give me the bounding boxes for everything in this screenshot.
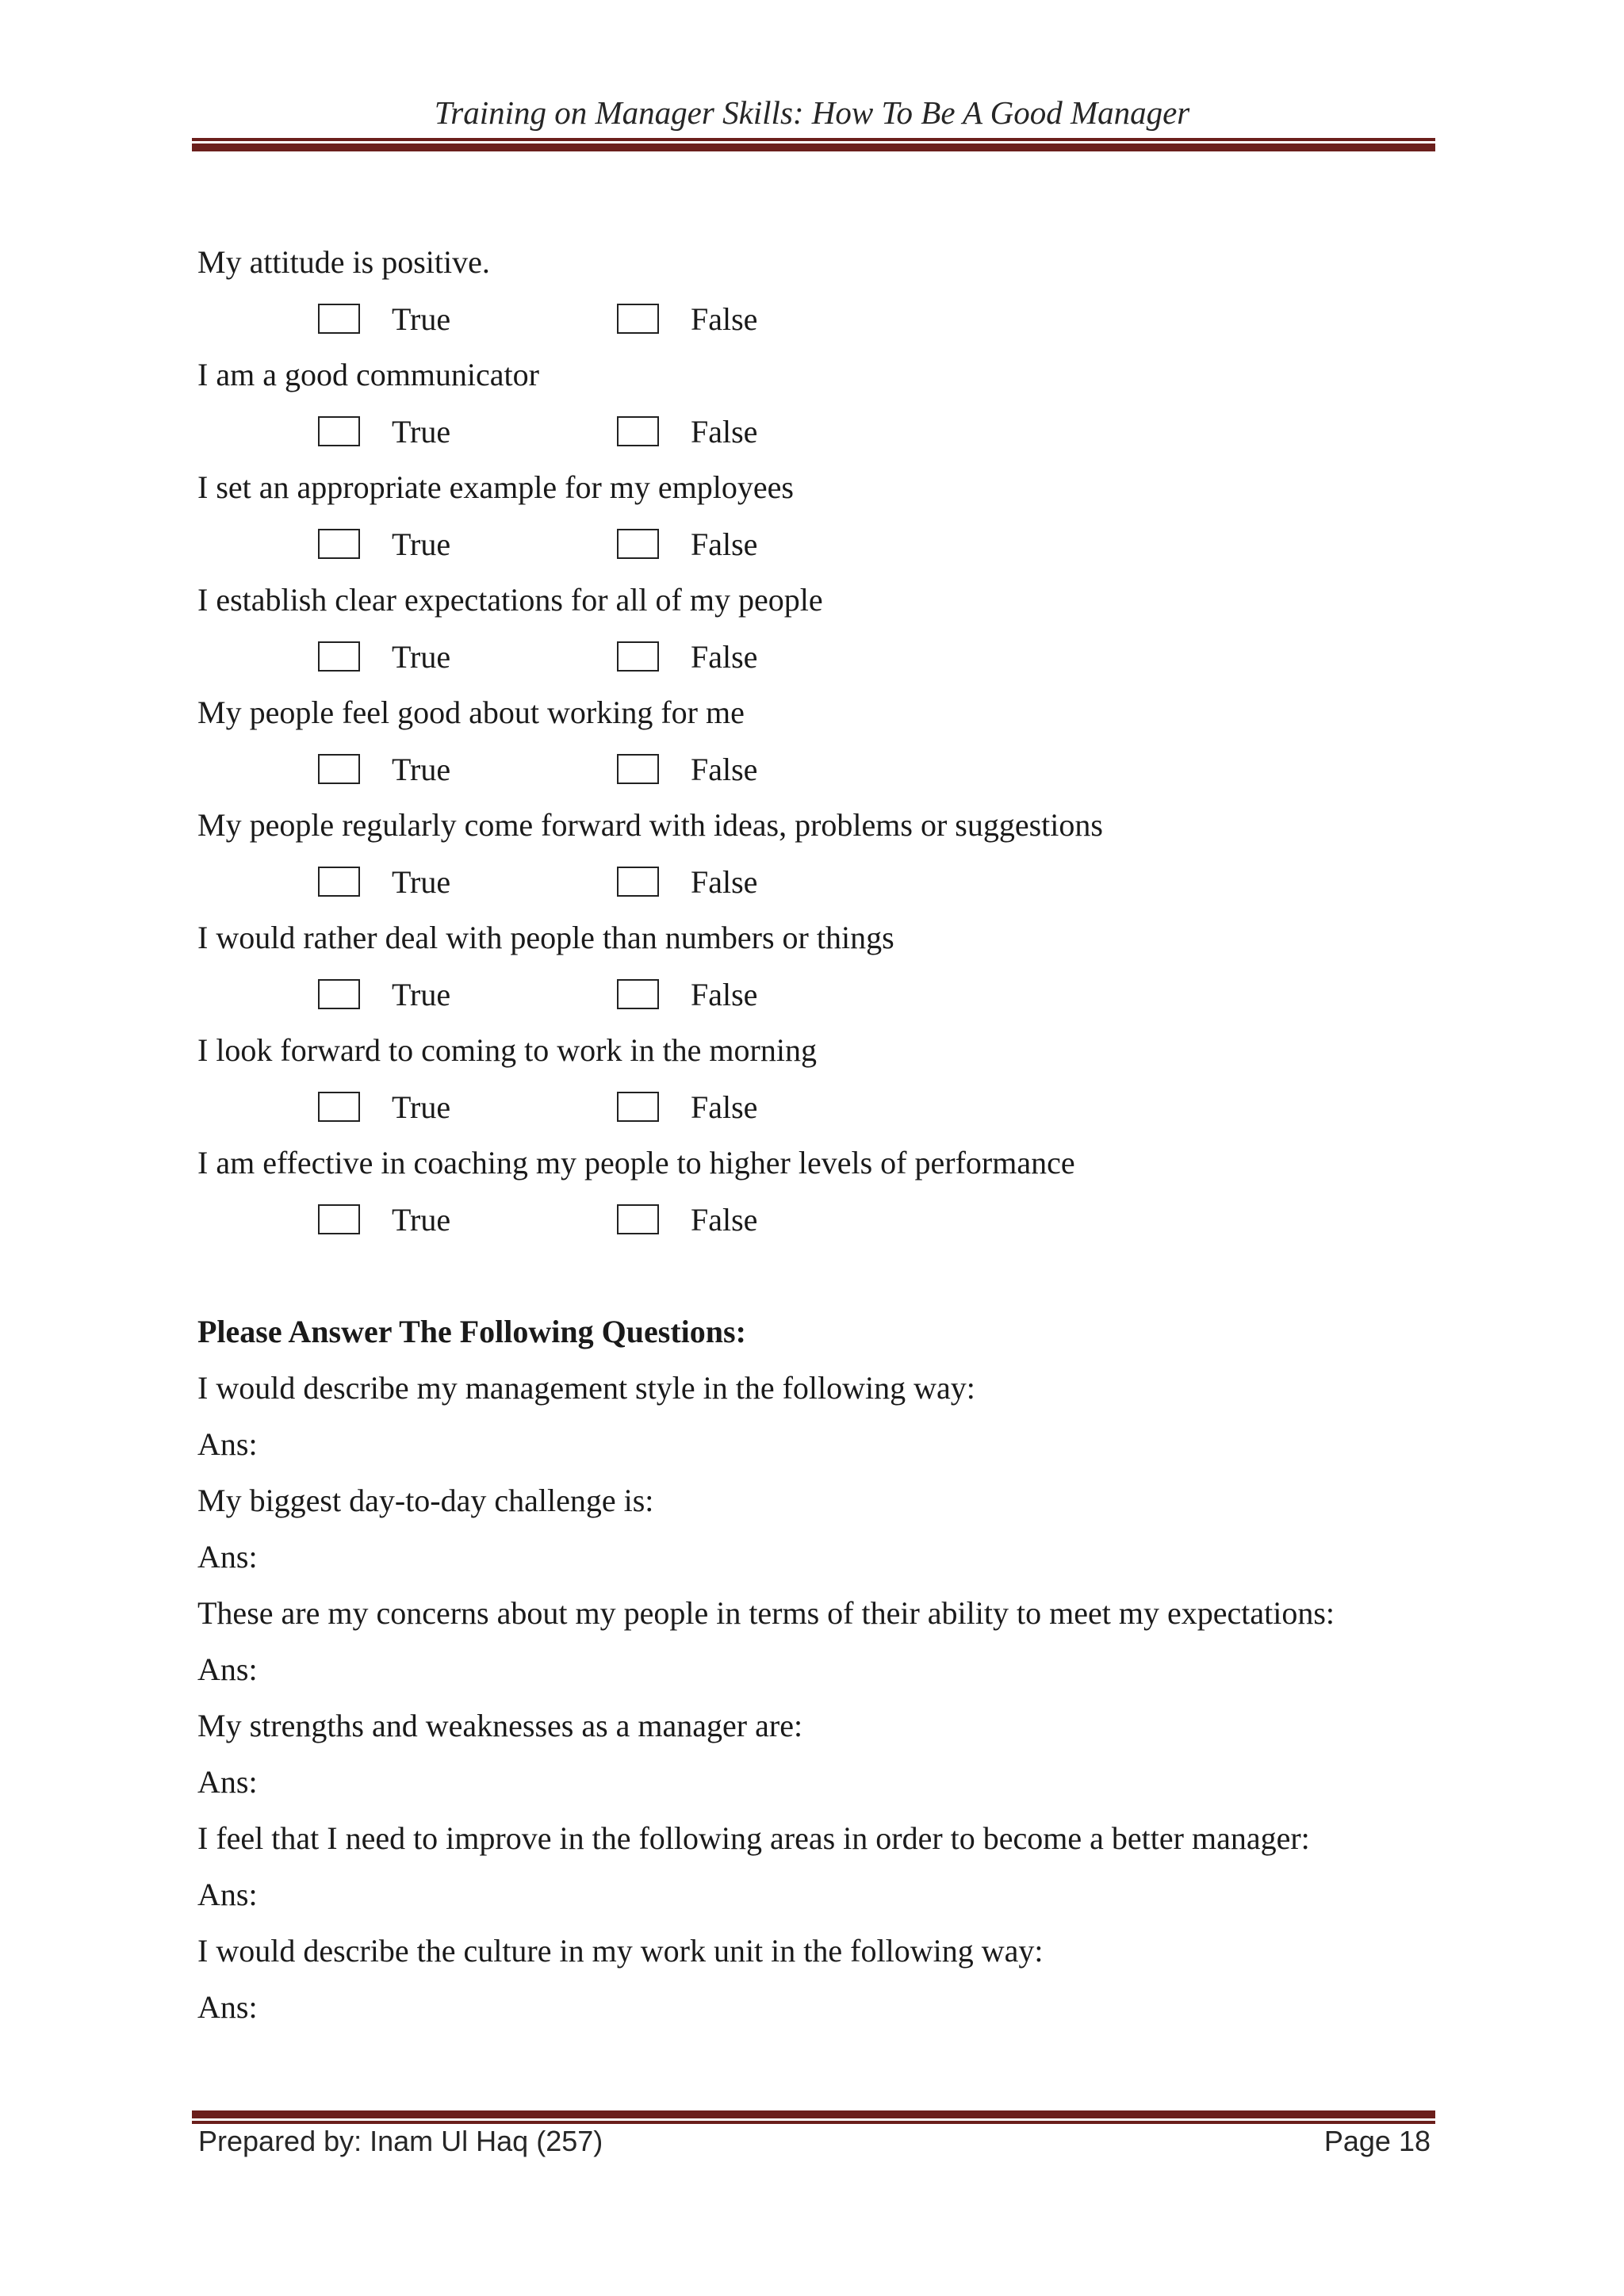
true-false-options bbox=[197, 296, 1434, 352]
true-false-options bbox=[197, 633, 1434, 690]
question-text: My strengths and weaknesses as a manager are: bbox=[197, 1708, 803, 1743]
true-label: True bbox=[392, 1201, 451, 1238]
true-option bbox=[318, 1089, 450, 1125]
header-rule-thick bbox=[192, 144, 1435, 151]
false-label: False bbox=[691, 413, 758, 450]
false-label: False bbox=[691, 976, 758, 1012]
true-false-statements bbox=[197, 239, 1434, 1253]
true-label: True bbox=[392, 1089, 451, 1125]
false-checkbox[interactable] bbox=[617, 867, 659, 897]
false-checkbox[interactable] bbox=[617, 754, 659, 784]
answer-label: Ans: bbox=[197, 1651, 258, 1687]
statement-text: I am a good communicator bbox=[197, 357, 539, 392]
answer-label: Ans: bbox=[197, 1764, 258, 1800]
false-option bbox=[617, 1201, 757, 1238]
false-option bbox=[617, 1089, 757, 1125]
statement-text: I would rather deal with people than numbers or things bbox=[197, 920, 894, 955]
footer-rule-thick bbox=[192, 2110, 1435, 2118]
false-label: False bbox=[691, 1201, 758, 1238]
footer-page-number: Page 18 bbox=[1323, 2125, 1431, 2157]
false-checkbox[interactable] bbox=[617, 979, 659, 1009]
question-text: I feel that I need to improve in the following areas in order to become a better manager: bbox=[197, 1820, 1310, 1856]
true-option bbox=[318, 1201, 450, 1238]
false-checkbox[interactable] bbox=[617, 416, 659, 446]
true-false-options bbox=[197, 521, 1434, 577]
true-option bbox=[318, 863, 450, 900]
true-label: True bbox=[392, 976, 451, 1012]
true-false-options bbox=[197, 1196, 1434, 1253]
false-option bbox=[617, 751, 757, 787]
false-checkbox[interactable] bbox=[617, 1092, 659, 1122]
false-label: False bbox=[691, 526, 758, 562]
false-checkbox[interactable] bbox=[617, 1204, 659, 1234]
answer-label: Ans: bbox=[197, 1426, 258, 1462]
true-false-options bbox=[197, 971, 1434, 1027]
true-label: True bbox=[392, 413, 451, 450]
true-checkbox[interactable] bbox=[318, 754, 360, 784]
true-false-options bbox=[197, 1084, 1434, 1140]
true-label: True bbox=[392, 300, 451, 337]
question-text: I would describe my management style in the following way: bbox=[197, 1370, 975, 1406]
true-checkbox[interactable] bbox=[318, 304, 360, 334]
footer-rule-thin bbox=[192, 2121, 1435, 2124]
section-spacer bbox=[197, 1253, 1434, 1309]
answer-label: Ans: bbox=[197, 1989, 258, 2025]
true-checkbox[interactable] bbox=[318, 529, 360, 559]
header-rule-thin bbox=[192, 138, 1435, 141]
true-label: True bbox=[392, 526, 451, 562]
true-option bbox=[318, 638, 450, 675]
true-checkbox[interactable] bbox=[318, 416, 360, 446]
open-questions bbox=[197, 1365, 1434, 2041]
statement-text: I look forward to coming to work in the morning bbox=[197, 1032, 817, 1068]
false-label: False bbox=[691, 863, 758, 900]
true-checkbox[interactable] bbox=[318, 979, 360, 1009]
true-checkbox[interactable] bbox=[318, 1092, 360, 1122]
statement-text: My people feel good about working for me bbox=[197, 695, 745, 730]
false-option bbox=[617, 300, 757, 337]
false-option bbox=[617, 863, 757, 900]
true-option bbox=[318, 300, 450, 337]
true-checkbox[interactable] bbox=[318, 1204, 360, 1234]
statement-text: I set an appropriate example for my employees bbox=[197, 469, 794, 505]
false-checkbox[interactable] bbox=[617, 529, 659, 559]
false-checkbox[interactable] bbox=[617, 304, 659, 334]
false-option bbox=[617, 638, 757, 675]
false-label: False bbox=[691, 638, 758, 675]
question-text: I would describe the culture in my work unit in the following way: bbox=[197, 1933, 1044, 1969]
statement-text: My people regularly come forward with ideas, problems or suggestions bbox=[197, 807, 1103, 843]
false-label: False bbox=[691, 300, 758, 337]
footer-prepared-by: Prepared by: Inam Ul Haq (257) bbox=[198, 2125, 603, 2157]
false-option bbox=[617, 413, 757, 450]
false-label: False bbox=[691, 751, 758, 787]
true-label: True bbox=[392, 751, 451, 787]
true-option bbox=[318, 413, 450, 450]
true-label: True bbox=[392, 863, 451, 900]
statement-text: I am effective in coaching my people to higher levels of performance bbox=[197, 1145, 1075, 1181]
question-text: My biggest day-to-day challenge is: bbox=[197, 1483, 654, 1518]
false-option bbox=[617, 526, 757, 562]
true-option bbox=[318, 526, 450, 562]
statement-text: I establish clear expectations for all of my people bbox=[197, 582, 823, 618]
document-body bbox=[197, 239, 1434, 2041]
answer-label: Ans: bbox=[197, 1539, 258, 1575]
true-false-options bbox=[197, 746, 1434, 802]
true-false-options bbox=[197, 408, 1434, 465]
true-option bbox=[318, 976, 450, 1012]
true-checkbox[interactable] bbox=[318, 641, 360, 672]
statement-text: My attitude is positive. bbox=[197, 244, 490, 280]
questions-heading: Please Answer The Following Questions: bbox=[197, 1314, 746, 1349]
true-checkbox[interactable] bbox=[318, 867, 360, 897]
answer-label: Ans: bbox=[197, 1877, 258, 1912]
false-checkbox[interactable] bbox=[617, 641, 659, 672]
false-label: False bbox=[691, 1089, 758, 1125]
question-text: These are my concerns about my people in terms of their ability to meet my expectations: bbox=[197, 1595, 1335, 1631]
true-false-options bbox=[197, 859, 1434, 915]
false-option bbox=[617, 976, 757, 1012]
page-header-title: Training on Manager Skills: How To Be A Good Manager bbox=[434, 94, 1190, 131]
true-label: True bbox=[392, 638, 451, 675]
true-option bbox=[318, 751, 450, 787]
